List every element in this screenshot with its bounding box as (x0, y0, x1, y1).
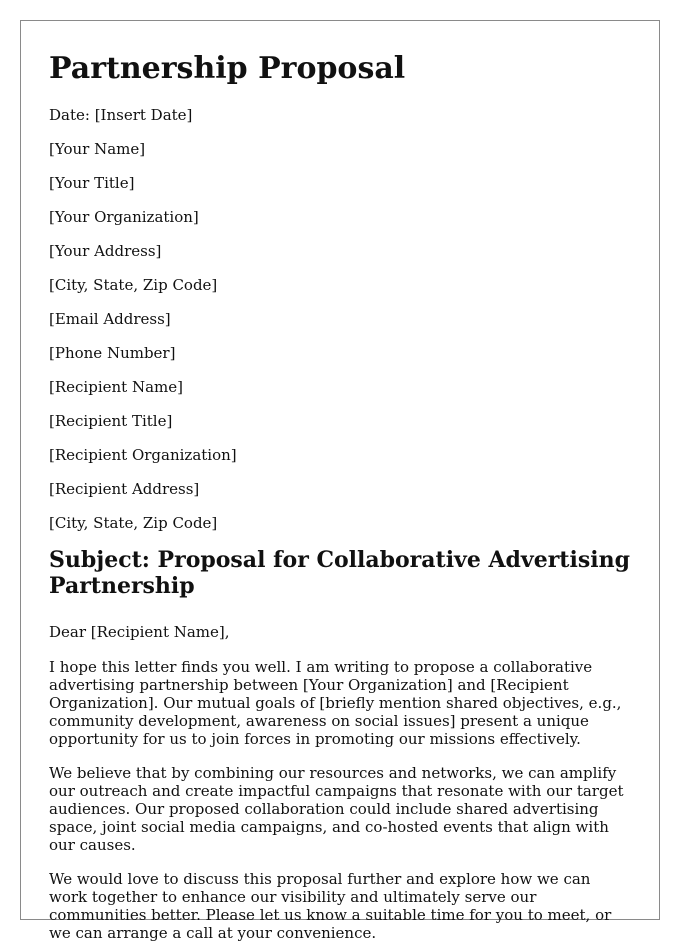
greeting: Dear [Recipient Name], (49, 623, 230, 641)
sender-organization: [Your Organization] (49, 208, 199, 226)
sender-title: [Your Title] (49, 174, 135, 192)
recipient-organization: [Recipient Organization] (49, 446, 237, 464)
sender-address: [Your Address] (49, 242, 162, 260)
sender-email: [Email Address] (49, 310, 171, 328)
subject-heading: Subject: Proposal for Collaborative Advertising Partnership (49, 547, 630, 599)
recipient-city-state-zip: [City, State, Zip Code] (49, 514, 218, 532)
recipient-title: [Recipient Title] (49, 412, 173, 430)
sender-name: [Your Name] (49, 140, 146, 158)
address-block (49, 105, 631, 533)
date-line: Date: [Insert Date] (49, 106, 193, 124)
recipient-name: [Recipient Name] (49, 378, 183, 396)
sender-city-state-zip: [City, State, Zip Code] (49, 276, 218, 294)
letter-page (20, 20, 660, 942)
recipient-address: [Recipient Address] (49, 480, 200, 498)
body-paragraph-1: I hope this letter finds you well. I am writing to propose a collaborative advertising partnership between [Your Organization] and [Recipient Organization]. Our mutual goals of [briefly mention shared objectives, e.g., community development, awareness on social issues] present a unique opportunity for us to join forces in promoting our missions effectively. (49, 658, 622, 748)
sender-phone: [Phone Number] (49, 344, 176, 362)
body-paragraph-2: We believe that by combining our resources and networks, we can amplify our outreach and create impactful campaigns that resonate with our target audiences. Our proposed collaboration could include shared advertising space, joint social media campaigns, and co-hosted events that align with our causes. (49, 764, 624, 854)
body-paragraph-3: We would love to discuss this proposal further and explore how we can work together to enhance our visibility and ultimately serve our communities better. Please let us know a suitable time for you to meet, or we can arrange a call at your convenience. (49, 870, 612, 942)
page-title: Partnership Proposal (49, 51, 406, 86)
